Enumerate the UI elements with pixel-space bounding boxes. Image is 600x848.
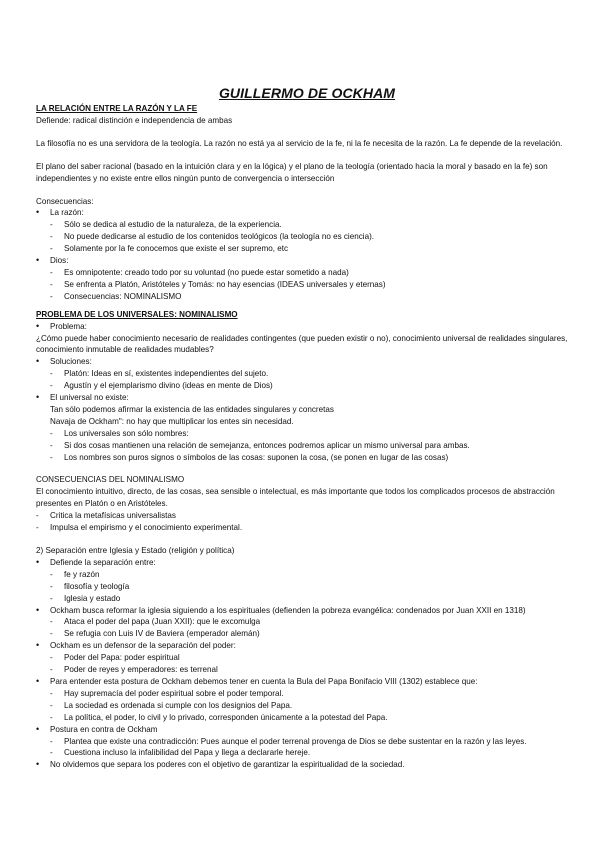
dash-item: - Iglesia y estado xyxy=(36,593,578,605)
dash-item: - Poder del Papa: poder espiritual xyxy=(36,652,578,664)
section-heading-razon-fe: LA RELACIÓN ENTRE LA RAZÓN Y LA FE xyxy=(36,104,198,113)
dash-item: - Sólo se dedica al estudio de la naturaleza, de la experiencia. xyxy=(36,219,578,231)
spacer xyxy=(36,127,578,138)
consecuencias-label: Consecuencias: xyxy=(36,196,94,206)
bullet-item: • El universal no existe: xyxy=(36,392,578,404)
paragraph: ¿Cómo puede haber conocimiento necesario de realidades contingentes (que pueden existir o no), conocimiento universal de realidades singulares, conocimiento inmutable de realidades mudables? xyxy=(36,333,568,355)
bullet-item: • Dios: xyxy=(36,255,578,267)
dash-item: - Se refugia con Luis IV de Baviera (emperador alemán) xyxy=(36,628,578,640)
dash-item: - Hay supremacía del poder espiritual sobre el poder temporal. xyxy=(36,688,578,700)
bullet-item: • Ockham es un defensor de la separación del poder: xyxy=(36,640,578,652)
dash-item: - Los universales son sólo nombres: xyxy=(36,428,578,440)
text-line: Navaja de Ockham": no hay que multiplicar los entes sin necesidad. xyxy=(50,416,294,426)
spacer xyxy=(36,185,578,196)
dash-item: - Ataca el poder del papa (Juan XXII): que le excomulga xyxy=(36,616,578,628)
dash-item: - Se enfrenta a Platón, Aristóteles y Tomás: no hay esencias (IDEAS universales y eternas) xyxy=(36,279,578,291)
bullet-item: • No olvidemos que separa los poderes con el objetivo de garantizar la espiritualidad de la sociedad. xyxy=(36,759,578,771)
dash-item: - Cuestiona incluso la infalibilidad del Papa y llega a declararle hereje. xyxy=(36,747,578,759)
spacer xyxy=(36,150,578,161)
paragraph: La filosofía no es una servidora de la teología. La razón no está ya al servicio de la fe, ni la fe necesita de la razón. La fe depende de la revelación. xyxy=(36,138,563,148)
bullet-item: • La razón: xyxy=(36,207,578,219)
dash-item: - Critica la metafísicas universalistas xyxy=(36,510,578,522)
dash-item: - La política, el poder, lo civil y lo privado, corresponden únicamente a la potestad del Papa. xyxy=(36,712,578,724)
text-line: Tan sólo podemos afirmar la existencia de las entidades singulares y concretas xyxy=(50,404,334,414)
dash-item: - Solamente por la fe conocemos que existe el ser supremo, etc xyxy=(36,243,578,255)
dash-item: - Los nombres son puros signos o símbolos de las cosas: suponen la cosa, (se ponen en lugar de las cosas) xyxy=(36,452,578,464)
dash-item: - Consecuencias: NOMINALISMO xyxy=(36,291,578,303)
dash-item: - Si dos cosas mantienen una relación de semejanza, entonces podremos aplicar un mismo universal para ambas. xyxy=(36,440,578,452)
section-heading-consecuencias: CONSECUENCIAS DEL NOMINALISMO xyxy=(36,475,185,485)
bullet-item: • Ockham busca reformar la iglesia siguiendo a los espirituales (defienden la pobreza evangélica: condenados por Juan XXII en 1318) xyxy=(36,605,578,617)
dash-item: - Agustín y el ejemplarismo divino (ideas en mente de Dios) xyxy=(36,380,578,392)
bullet-item: • Defiende la separación entre: xyxy=(36,557,578,569)
dash-item: - Platón: Ideas en sí, existentes independientes del sujeto. xyxy=(36,368,578,380)
page-title: GUILLERMO DE OCKHAM xyxy=(218,85,396,101)
dash-item: - Poder de reyes y emperadores: es terrenal xyxy=(36,664,578,676)
bullet-item: • Postura en contra de Ockham xyxy=(36,724,578,736)
dash-item: - La sociedad es ordenada si cumple con los designios del Papa. xyxy=(36,700,578,712)
bullet-item: • Problema: xyxy=(36,321,578,333)
section-heading-iglesia-estado: 2) Separación entre Iglesia y Estado (religión y política) xyxy=(36,546,235,555)
dash-item: - fe y razón xyxy=(36,569,578,581)
spacer xyxy=(36,534,578,545)
bullet-item: • Para entender esta postura de Ockham debemos tener en cuenta la Bula del Papa Bonifacio VIII (1302) establece que: xyxy=(36,676,578,688)
paragraph: El plano del saber racional (basado en la intuición clara y en la lógica) y el plano de la teología (orientado hacia la moral y basado en la fe) son independientes y no existe entre ellos ningún punto de convergencia o intersección xyxy=(36,161,548,183)
dash-item: - No puede dedicarse al estudio de los contenidos teológicos (la teología no es ciencia). xyxy=(36,231,578,243)
paragraph: El conocimiento intuitivo, directo, de las cosas, sea sensible o intelectual, es más importante que todos los complicados procesos de abstracción presentes en Platón o en Aristóteles. xyxy=(36,487,555,509)
dash-item: - Plantea que existe una contradicción: Pues aunque el poder terrenal provenga de Dios se debe sustentar en la razón y las leyes. xyxy=(36,736,578,748)
bullet-item: • Soluciones: xyxy=(36,356,578,368)
spacer xyxy=(36,463,578,474)
dash-item: - Es omnipotente: creado todo por su voluntad (no puede estar sometido a nada) xyxy=(36,267,578,279)
defiende-line: Defiende: radical distinción e independencia de ambas xyxy=(36,115,233,125)
dash-item: - filosofía y teología xyxy=(36,581,578,593)
dash-item: - Impulsa el empirismo y el conocimiento experimental. xyxy=(36,522,578,534)
section-heading-universales: PROBLEMA DE LOS UNIVERSALES: NOMINALISMO xyxy=(36,309,238,319)
